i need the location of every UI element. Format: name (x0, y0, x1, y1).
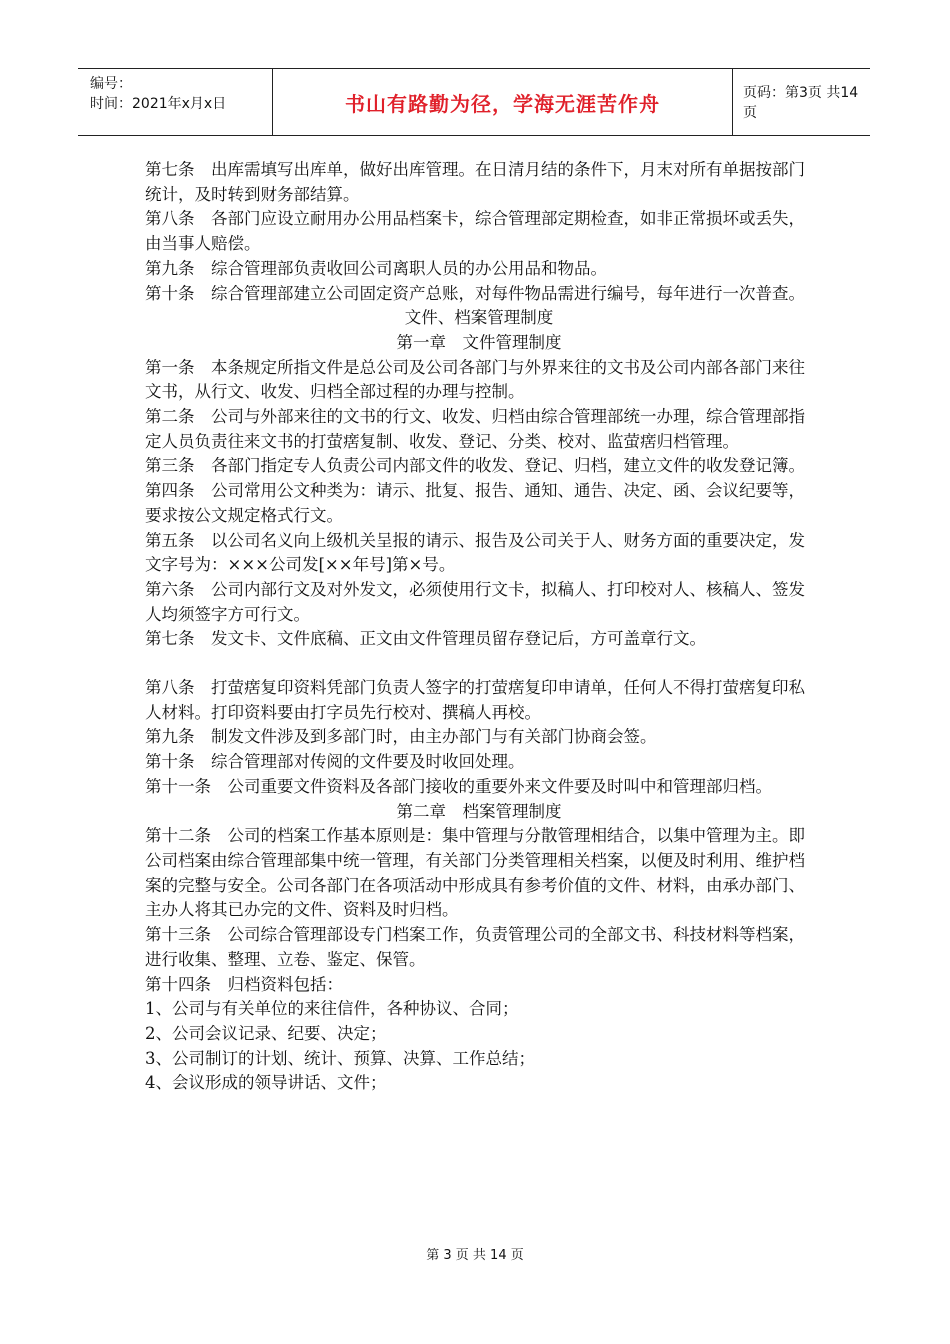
article-4: 第四条 公司常用公文种类为：请示、批复、报告、通知、通告、决定、函、会议纪要等，要求按公文规定格式行文。 (145, 481, 805, 525)
article-7-warehouse-out: 第七条 出库需填写出库单，做好出库管理。在日清月结的条件下，月末对所有单据按部门统计，及时转到财务部结算。 (145, 160, 805, 204)
article-8: 第八条 打萤瘔复印资料凭部门负责人签字的打萤瘔复印申请单，任何人不得打萤瘔复印私人材料。打印资料要由打字员先行校对、撰稿人再校。 (145, 678, 805, 722)
list-item: 3、公司制订的计划、统计、预算、决算、工作总结； (145, 1048, 535, 1068)
chapter-1-title: 第一章 文件管理制度 (396, 332, 562, 352)
header-page-label: 页码：第3页 共14页 (743, 85, 859, 121)
article-14: 第十四条 归档资料包括： (145, 974, 343, 994)
chapter-2-title: 第二章 档案管理制度 (396, 801, 562, 821)
header-motto: 书山有路勤为径，学海无涯苦作舟 (345, 91, 660, 116)
section-title: 文件、档案管理制度 (404, 308, 554, 328)
page-footer: 第 3 页 共 14 页 (426, 1248, 524, 1263)
article-10-fixed-assets: 第十条 综合管理部建立公司固定资产总账，对每件物品需进行编号，每年进行一次普查。 (145, 283, 805, 303)
header-meta (78, 69, 273, 135)
header-page-cell (733, 69, 870, 135)
article-10: 第十条 综合管理部对传阅的文件要及时收回处理。 (145, 752, 525, 772)
list-item: 1、公司与有关单位的来往信件，各种协议、合同； (145, 999, 519, 1019)
article-7: 第七条 发文卡、文件底稿、正文由文件管理员留存登记后，方可盖章行文。 (145, 629, 706, 649)
document-date-label: 时间：2021年x月x日 (90, 96, 227, 112)
document-number-label: 编号： (90, 76, 132, 92)
article-12: 第十二条 公司的档案工作基本原则是：集中管理与分散管理相结合，以集中管理为主。即公司档案由综合管理部集中统一管理，有关部门分类管理相关档案，以便及时利用、维护档案的完整与安全。公司各部门在各项活动中形成具有参考价值的文件、材料，由承办部门、主办人将其已办完的文件、资料及时归档。 (145, 826, 805, 920)
list-item: 4、会议形成的领导讲话、文件； (145, 1073, 387, 1093)
article-9-reclaim-supplies: 第九条 综合管理部负责收回公司离职人员的办公用品和物品。 (145, 258, 607, 278)
article-11: 第十一条 公司重要文件资料及各部门接收的重要外来文件要及时叫中和管理部归档。 (145, 776, 772, 796)
blank-line (145, 652, 813, 676)
article-9: 第九条 制发文件涉及到多部门时，由主办部门与有关部门协商会签。 (145, 727, 657, 747)
article-2: 第二条 公司与外部来往的文书的行文、收发、归档由综合管理部统一办理，综合管理部指定人员负责往来文书的打萤瘔复制、收发、登记、分类、校对、监萤瘔归档管理。 (145, 407, 805, 451)
article-13: 第十三条 公司综合管理部设专门档案工作，负责管理公司的全部文书、科技材料等档案，进行收集、整理、立卷、鉴定、保管。 (145, 925, 805, 969)
article-1: 第一条 本条规定所指文件是总公司及公司各部门与外界来往的文书及公司内部各部门来往文书，从行文、收发、归档全部过程的办理与控制。 (145, 357, 805, 402)
header-motto-cell (273, 69, 733, 135)
list-item: 2、公司会议记录、纪要、决定； (145, 1023, 387, 1043)
article-8-supply-records: 第八条 各部门应设立耐用办公用品档案卡，综合管理部定期检查，如非正常损坏或丢失，由当事人赔偿。 (145, 209, 805, 254)
document-body (145, 158, 813, 1096)
article-5: 第五条 以公司名义向上级机关呈报的请示、报告及公司关于人、财务方面的重要决定，发文字号为：×××公司发[××年号]第×号。 (145, 530, 805, 575)
page-header (78, 68, 870, 136)
article-6: 第六条 公司内部行文及对外发文，必须使用行文卡，拟稿人、打印校对人、核稿人、签发人均须签字方可行文。 (145, 579, 805, 624)
article-3: 第三条 各部门指定专人负责公司内部文件的收发、登记、归档，建立文件的收发登记簿。 (145, 456, 805, 476)
